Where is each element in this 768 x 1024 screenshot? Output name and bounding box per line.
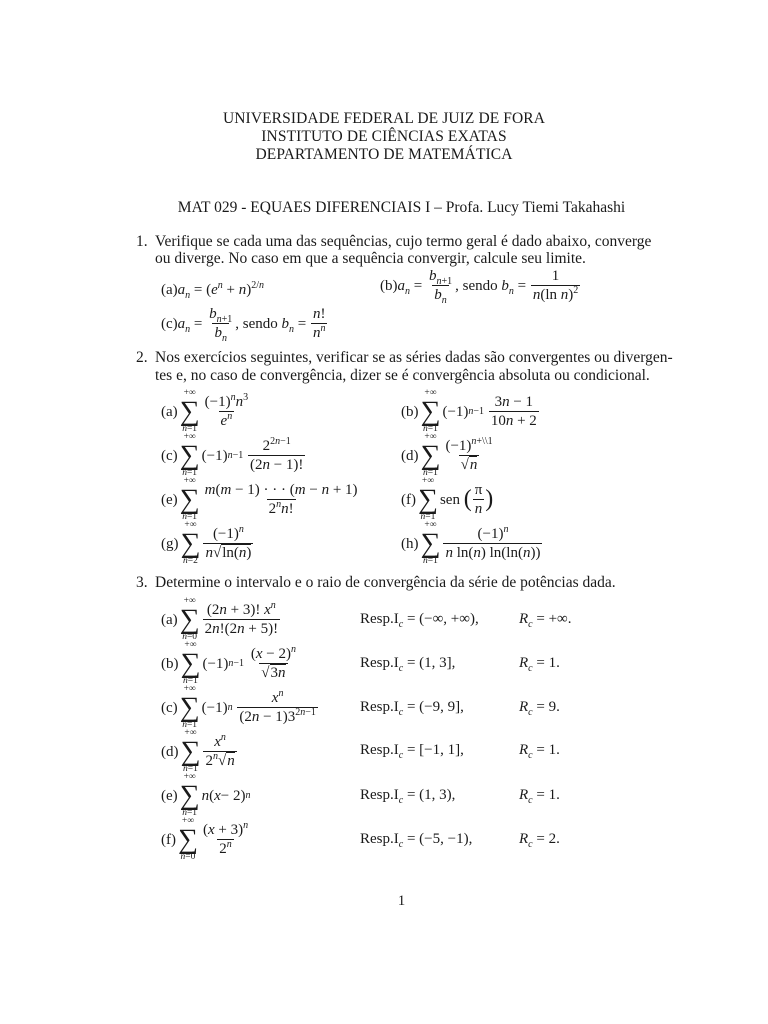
q2-item-e: (e) +∞ ∑ n=1 $\frac{m(m - 1) \cdot \cdot \cdot (m - n + 1)}{2^nn!}$: [161, 476, 358, 523]
q3-item-a-radius: $R_c$ = +∞.: [519, 611, 572, 630]
page-number: 1: [397, 893, 406, 909]
q2-item-b-label: (b): [401, 403, 419, 420]
department-name: DEPARTAMENTO DE MATEMÁTICA: [255, 146, 513, 163]
question-3-text-line1: Determine o intervalo e o raio de convergência da série de potências dada.: [155, 574, 616, 591]
q2-item-h: (h) +∞ ∑ n=1 $\frac{(-1)^n}{\text{n ln(n) ln(ln(n))}}$: [401, 520, 541, 567]
q2-item-a: (a) +∞ ∑ n=1 $\frac{(-1)^nn^3}{e^n}$: [161, 388, 249, 435]
q2-item-h-label: (h): [401, 535, 419, 552]
q2-item-b: (b) +∞ ∑ n=1 (−1) n−1 $\frac{3n - 1}{10n + 2}$: [401, 388, 537, 435]
question-2-text-line2: tes e, no caso de convergência, dizer se é convergência absoluta ou condicional.: [155, 367, 650, 384]
q3-item-d-radius: $R_c = 1$.: [519, 742, 560, 761]
q2-item-e-label: (e): [161, 491, 178, 508]
q1-item-b-sendo: sendo: [462, 277, 498, 294]
q3-item-e-answer: $Resp.I_c = (1$, 3),: [360, 787, 456, 806]
q3-item-b-radius: $R_c = 1$.: [519, 655, 560, 674]
q2-item-g: (g) +∞ ∑ n=2 $\frac{(-1)^n}{n√\ln(n)}$: [161, 520, 252, 567]
q3-item-f-label: (f): [161, 831, 176, 848]
q3-item-f: (f) +∞ ∑ n=0 $\frac{(x + 3)^n}{2^n}$: [161, 816, 249, 863]
q2-item-f: (f) +∞ ∑ n=1 sen ( $\frac{\pi}{n}$ ): [401, 476, 494, 523]
q3-item-a: (a) +∞ ∑ n=0 $\frac{(2n + 3)! x^n}{2n!(2n + 5)!}$: [161, 596, 279, 643]
q1-item-b: (b) $a_n$ = $\frac{b_{n+1}}{b_n}$ , sendo $b_n$ = $\frac{1}{n(\ln n)^2}$: [380, 268, 579, 306]
q3-item-b-answer: $Resp.I_c = (1$, 3],: [360, 655, 456, 674]
q3-item-d-answer: $Resp.I_c = [-1$, 1],: [360, 742, 464, 761]
course-title: MAT 029 - EQUAES DIFERENCIAIS I – Profa. Lucy Tiemi Takahashi: [177, 199, 626, 216]
question-1-text-line2: ou diverge. No caso em que a sequência convergir, calcule seu limite.: [155, 250, 586, 267]
question-1-text-line1: Verifique se cada uma das sequências, cujo termo geral é dado abaixo, converge: [155, 233, 652, 250]
q3-item-c-label: (c): [161, 699, 178, 716]
q3-item-b: (b) +∞ ∑ n=1 (−1) n−1 $\frac{(x - 2)^n}{√3n}$: [161, 640, 296, 687]
q2-item-d-label: (d): [401, 447, 419, 464]
question-3-number: 3.: [136, 574, 148, 591]
question-2-text-line1: Nos exercícios seguintes, verificar se as séries dadas são convergentes ou divergen-: [155, 349, 673, 366]
q3-item-c-answer: $Resp.I_c = (-9$, 9],: [360, 699, 464, 718]
q3-item-e-label: (e): [161, 787, 178, 804]
document-header: [0, 110, 768, 164]
q1-item-a: $(a)a_n = (e^n + n)^{2/n}$: [161, 280, 265, 301]
q3-item-f-answer: $Resp.I_c = (-5$, −1),: [360, 831, 473, 850]
q3-item-c: (c) +∞ ∑ n=1 (−1) n $\frac{x^n}{(2n - 1)3^{2n-1}}$: [161, 684, 316, 731]
q3-item-e-radius: $R_c = 1$.: [519, 787, 560, 806]
university-name: UNIVERSIDADE FEDERAL DE JUIZ DE FORA: [222, 110, 546, 127]
q2-item-c: (c) +∞ ∑ n=1 (−1) n−1 $\frac{2^{2n-1}}{(2n - 1)!}$: [161, 432, 304, 479]
q3-item-d-label: (d): [161, 743, 179, 760]
q3-item-a-answer: $Resp.I_c$ = (−∞, +∞),: [360, 611, 479, 630]
q2-item-f-label: (f): [401, 491, 416, 508]
q3-item-d: (d) +∞ ∑ n=1 $\frac{x^n}{2^n√n}$: [161, 728, 235, 775]
q1-item-b-label: (b): [380, 277, 398, 294]
question-1-number: 1.: [136, 233, 148, 250]
q3-item-b-label: (b): [161, 655, 179, 672]
q1-item-c-label: (c): [161, 315, 178, 332]
q2-item-a-label: (a): [161, 403, 178, 420]
q3-item-a-label: (a): [161, 611, 178, 628]
institute-name: INSTITUTO DE CIÊNCIAS EXATAS: [261, 128, 507, 145]
q3-item-c-radius: $R_c = 9$.: [519, 699, 560, 718]
q1-item-a-label: (a): [161, 282, 178, 298]
q2-item-g-label: (g): [161, 535, 179, 552]
q3-item-f-radius: $R_c = 2$.: [519, 831, 560, 850]
q3-item-e: (e) +∞ ∑ n=1 n ( x − 2) n: [161, 772, 251, 819]
question-2-number: 2.: [136, 349, 148, 366]
q1-item-c-sendo: sendo: [242, 315, 278, 332]
q2-item-d: (d) +∞ ∑ n=1 $\frac{(-1)^{n+\backslash\backslash 1}}{√n}$: [401, 432, 493, 479]
q2-item-c-label: (c): [161, 447, 178, 464]
q1-item-c: (c) $a_n$ = $\frac{b_{n+1}}{b_n}$ , sendo $b_n$ = $\frac{n!}{n^n}$: [161, 306, 326, 344]
